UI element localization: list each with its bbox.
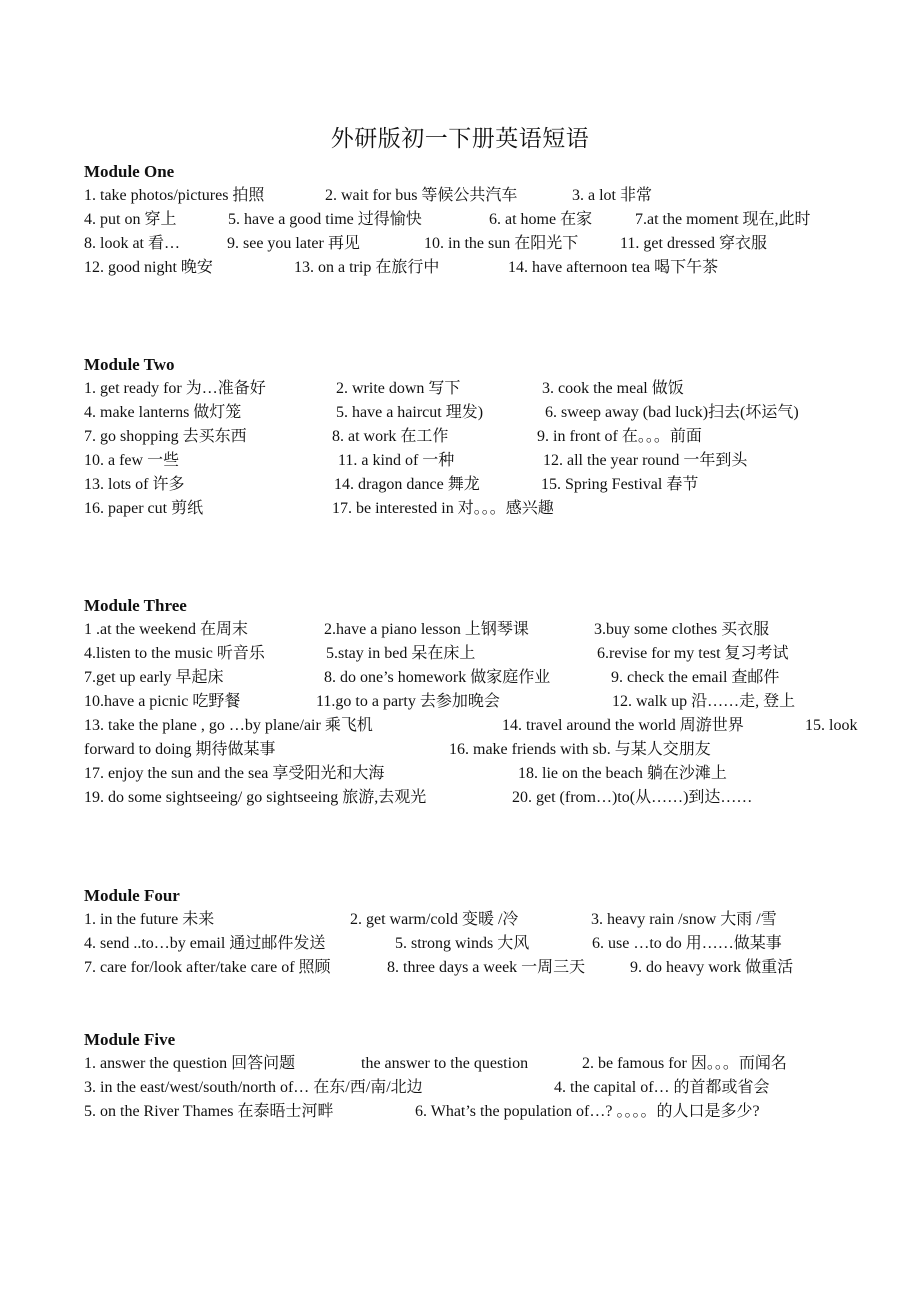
phrase-item: 6. use …to do 用……做某事: [592, 935, 782, 952]
phrase-item: 3. heavy rain /snow 大雨 /雪: [591, 911, 777, 928]
phrase-item: 11.go to a party 去参加晚会: [316, 693, 500, 710]
phrase-item: 12. good night 晚安: [84, 259, 213, 276]
phrase-item: 3.buy some clothes 买衣服: [594, 621, 770, 638]
phrase-line: [84, 1100, 884, 1124]
phrase-line: [84, 618, 884, 642]
phrase-item: 12. walk up 沿……走, 登上: [612, 693, 796, 710]
phrase-item: 10. in the sun 在阳光下: [424, 235, 579, 252]
phrase-line: [84, 232, 884, 256]
phrase-item: 4. put on 穿上: [84, 211, 177, 228]
phrase-item: 7.at the moment 现在,此时: [635, 211, 811, 228]
phrase-item: 4. the capital of… 的首都或省会: [554, 1079, 770, 1096]
phrase-item: 6.revise for my test 复习考试: [597, 645, 789, 662]
phrase-line: [84, 908, 884, 932]
phrase-line: [84, 714, 884, 738]
phrase-line: [84, 666, 884, 690]
phrase-item: 9. see you later 再见: [227, 235, 360, 252]
phrase-item: 2. be famous for 因。。。而闻名: [582, 1055, 787, 1072]
phrase-line: [84, 642, 884, 666]
phrase-item: 8. do one’s homework 做家庭作业: [324, 669, 551, 686]
phrase-line: [84, 738, 884, 762]
phrase-item: 15. Spring Festival 春节: [541, 476, 699, 493]
phrase-line: [84, 690, 884, 714]
page-title: 外研版初一下册英语短语: [330, 126, 590, 151]
phrase-item: 11. a kind of 一种: [338, 452, 455, 469]
module-section: [84, 884, 884, 980]
phrase-item: 1. in the future 未来: [84, 911, 215, 928]
phrase-item: 5.stay in bed 呆在床上: [326, 645, 476, 662]
phrase-item: 9. do heavy work 做重活: [630, 959, 794, 976]
phrase-line: [84, 208, 884, 232]
phrase-item: 5. strong winds 大风: [395, 935, 530, 952]
phrase-item: 13. on a trip 在旅行中: [294, 259, 440, 276]
phrase-item: 14. have afternoon tea 喝下午茶: [508, 259, 719, 276]
phrase-item: 10. a few 一些: [84, 452, 180, 469]
phrase-item: 3. in the east/west/south/north of… 在东/西/南/北边: [84, 1079, 423, 1096]
phrase-line: [84, 184, 884, 208]
phrase-item: 14. travel around the world 周游世界: [502, 717, 744, 734]
phrase-line: [84, 425, 884, 449]
phrase-item: 3. a lot 非常: [572, 187, 652, 204]
phrase-line: [84, 1052, 884, 1076]
module-heading: Module Four: [84, 886, 180, 905]
phrase-item: 6. at home 在家: [489, 211, 593, 228]
phrase-item: 13. lots of 许多: [84, 476, 185, 493]
phrase-item: 5. have a haircut 理发): [336, 404, 484, 421]
phrase-line: [84, 786, 884, 810]
phrase-item: 4. make lanterns 做灯笼: [84, 404, 242, 421]
phrase-item: 4.listen to the music 听音乐: [84, 645, 265, 662]
phrase-item: 5. on the River Thames 在泰晤士河畔: [84, 1103, 334, 1120]
phrase-item: 17. be interested in 对。。。感兴趣: [332, 500, 554, 517]
phrase-item: 1. take photos/pictures 拍照: [84, 187, 265, 204]
phrase-item: forward to doing 期待做某事: [84, 741, 276, 758]
module-section: [84, 353, 884, 521]
phrase-item: 2.have a piano lesson 上钢琴课: [324, 621, 529, 638]
phrase-item: 8. look at 看…: [84, 235, 180, 252]
phrase-line: [84, 377, 884, 401]
phrase-item: 4. send ..to…by email 通过邮件发送: [84, 935, 326, 952]
phrase-item: 14. dragon dance 舞龙: [334, 476, 480, 493]
phrase-item: 7. go shopping 去买东西: [84, 428, 247, 445]
phrase-item: 8. at work 在工作: [332, 428, 449, 445]
phrase-line: [84, 401, 884, 425]
module-section: [84, 594, 884, 810]
phrase-item: 9. check the email 查邮件: [611, 669, 780, 686]
phrase-item: 12. all the year round 一年到头: [543, 452, 748, 469]
phrase-line: [84, 473, 884, 497]
phrase-item: 2. write down 写下: [336, 380, 461, 397]
phrase-line: [84, 497, 884, 521]
phrase-item: 1. answer the question 回答问题: [84, 1055, 296, 1072]
phrase-item: 7.get up early 早起床: [84, 669, 224, 686]
phrase-item: 16. paper cut 剪纸: [84, 500, 204, 517]
phrase-line: [84, 449, 884, 473]
phrase-item: 16. make friends with sb. 与某人交朋友: [449, 741, 711, 758]
phrase-item: 9. in front of 在。。。前面: [537, 428, 702, 445]
phrase-item: 1 .at the weekend 在周末: [84, 621, 248, 638]
module-heading: Module Three: [84, 596, 187, 615]
phrase-item: 15. look: [805, 717, 858, 734]
phrase-line: [84, 1076, 884, 1100]
phrase-item: 18. lie on the beach 躺在沙滩上: [518, 765, 727, 782]
phrase-item: 7. care for/look after/take care of 照顾: [84, 959, 331, 976]
phrase-item: 17. enjoy the sun and the sea 享受阳光和大海: [84, 765, 385, 782]
phrase-item: the answer to the question: [361, 1055, 529, 1072]
phrase-item: 10.have a picnic 吃野餐: [84, 693, 241, 710]
phrase-item: 19. do some sightseeing/ go sightseeing 旅游,去观光: [84, 789, 427, 806]
module-heading: Module Five: [84, 1030, 176, 1049]
phrase-item: 2. wait for bus 等候公共汽车: [325, 187, 518, 204]
phrase-line: [84, 256, 884, 280]
phrase-item: 2. get warm/cold 变暖 /冷: [350, 911, 519, 928]
module-section: [84, 160, 884, 280]
phrase-item: 5. have a good time 过得愉快: [228, 211, 422, 228]
module-heading: Module One: [84, 162, 175, 181]
phrase-line: [84, 932, 884, 956]
phrase-item: 6. What’s the population of…? 。。。。的人口是多少?: [415, 1103, 760, 1120]
phrase-item: 8. three days a week 一周三天: [387, 959, 586, 976]
phrase-item: 3. cook the meal 做饭: [542, 380, 684, 397]
module-heading: Module Two: [84, 355, 175, 374]
phrase-item: 13. take the plane , go …by plane/air 乘飞机: [84, 717, 373, 734]
phrase-item: 6. sweep away (bad luck)扫去(坏运气): [545, 404, 799, 421]
module-section: [84, 1028, 884, 1124]
phrase-line: [84, 956, 884, 980]
phrase-item: 1. get ready for 为…准备好: [84, 380, 266, 397]
phrase-item: 11. get dressed 穿衣服: [620, 235, 767, 252]
phrase-item: 20. get (from…)to(从……)到达……: [512, 789, 753, 806]
phrase-line: [84, 762, 884, 786]
